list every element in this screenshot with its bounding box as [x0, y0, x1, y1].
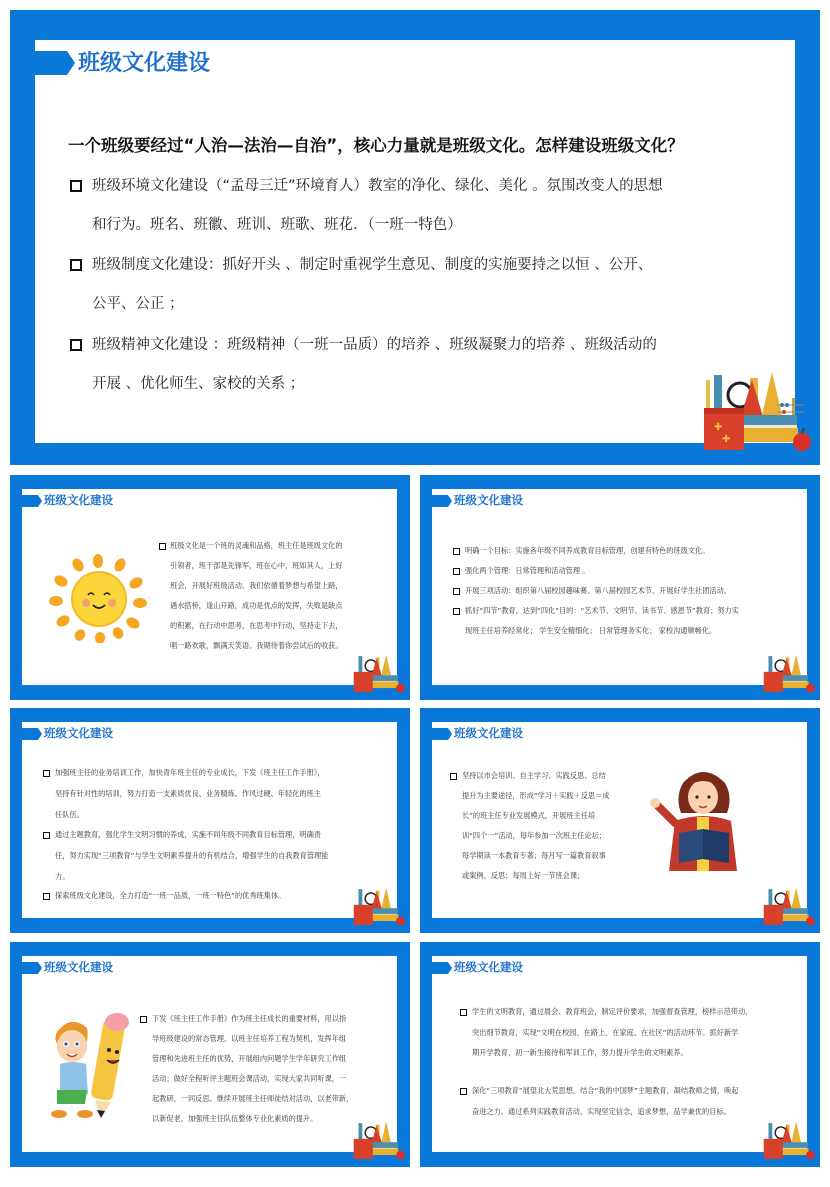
slide-thumbnail[interactable] — [420, 708, 820, 933]
school-supplies-icon — [348, 1120, 410, 1162]
bullet-line: 公平、公正 ； — [92, 296, 184, 312]
lead-question: 一个班级要经过“人治—法治—自治”，核心力量就是班级文化。怎样建设班级文化？ — [68, 136, 684, 155]
checkbox-bullet-icon — [453, 608, 460, 615]
bullet-line: 班级文化是一个班的灵魂和品格，班主任是班级文化的 — [170, 541, 343, 550]
bullet-line: 班级制度文化建设：抓好开头 、制定时重视学生意见、制度的实施要持之以恒 、公开、 — [92, 257, 653, 273]
bullet-line: 突出细节教育，实现“文明在校园、在路上、在家庭、在社区”的活动环节。抓好新学 — [472, 1028, 739, 1037]
slide-main[interactable] — [10, 10, 820, 465]
checkbox-bullet-icon — [460, 1009, 467, 1016]
bullet-line: 训“四个一”活动，每年参加一次班主任论坛； — [462, 831, 607, 840]
bullet-line: 坚持有针对性的培训，努力打造一支素质优良、业务精炼、作风过硬、年轻化的班主 — [55, 789, 321, 798]
checkbox-bullet-icon — [450, 773, 457, 780]
bullet-line: 开展三项活动：组织第八届校园趣味赛、第八届校园艺术节、开展好学生社团活动。 — [465, 586, 731, 595]
checkbox-bullet-icon — [460, 1088, 467, 1095]
school-supplies-icon — [692, 370, 822, 455]
bullet-line: 深化“三项教育”展望北大荒思想，结合“我的中国梦”主题教育，凝结教师之情，唤起 — [472, 1086, 739, 1095]
bullet-line: 力。 — [55, 872, 70, 881]
title-arrow-icon — [22, 495, 42, 507]
slide-thumbnail[interactable] — [420, 475, 820, 700]
slide-content-area — [22, 722, 397, 918]
teacher-icon — [645, 763, 755, 873]
bullet-line: 活动；做好全程听评主题班会课活动，实现大家共同听课，一 — [152, 1074, 347, 1083]
slide-title: 班级文化建设 — [454, 493, 523, 507]
svg-text:✚: ✚ — [714, 422, 723, 433]
bullet-line: 导班级建设的常态管理。以班主任培养工程为契机，发挥年组 — [152, 1034, 347, 1043]
bullet-line: 抓好“四节”教育，达到“四化”目的：“艺术节、文明节、读书节、感恩节”教育；努力实 — [465, 606, 739, 615]
checkbox-bullet-icon — [70, 339, 82, 351]
checkbox-bullet-icon — [159, 543, 166, 550]
school-supplies-icon — [348, 653, 410, 695]
slide-title: 班级文化建设 — [44, 960, 113, 974]
boy-with-pencil-icon — [45, 1010, 135, 1122]
bullet-line: 每学期读一本教育专著；每月写一篇教育叙事 — [462, 851, 606, 860]
bullet-line: 的积累，在行动中思考，在思考中行动，坚持走下去， — [170, 621, 343, 630]
slide-title: 班级文化建设 — [454, 960, 523, 974]
bullet-line: 任队伍。 — [55, 810, 84, 819]
bullet-line: 探索班级文化建设，全力打造“一班一品质，一班一特色”的优秀班集体。 — [55, 891, 286, 900]
bullet-line: 遇水搭桥，逢山开路，成功是优点的发挥，失败是缺点 — [170, 601, 343, 610]
school-supplies-icon — [758, 886, 820, 928]
bullet-line: 班级环境文化建设（“孟母三迁”环境育人）教室的净化、绿化、美化 。氛围改变人的思想 — [92, 178, 663, 194]
checkbox-bullet-icon — [70, 180, 82, 192]
bullet-line: 下发《班主任工作手册》作为班主任成长的重要材料，用以指 — [152, 1014, 347, 1023]
bullet-line: 加强班主任的业务培训工作，加快青年班主任的专业成长，下发《班主任工作手册》， — [55, 768, 325, 777]
bullet-line: 班级精神文化建设 ：班级精神（一班一品质）的培养 、班级凝聚力的培养 、班级活动的 — [92, 337, 657, 353]
checkbox-bullet-icon — [43, 893, 50, 900]
bullet-line: 任，努力实现“三项教育”与学生文明素养提升的有机结合，增强学生的自我教育管理能 — [55, 851, 329, 860]
sun-icon — [48, 553, 148, 643]
checkbox-bullet-icon — [43, 832, 50, 839]
bullet-line: 明确一个目标：实施各年级不同养成教育目标管理，创建有特色的班级文化。 — [465, 546, 710, 555]
bullet-line: 或案例、反思；每周上好一节班会课； — [462, 871, 585, 880]
bullet-line: 班会，开展好班级活动。我们依循着梦想与希望上路， — [170, 581, 343, 590]
bullet-line: 开展 、优化师生、家校的关系 ； — [92, 376, 305, 392]
school-supplies-icon — [758, 653, 820, 695]
bullet-line: 强化两个管理：日常管理和活动管理 。 — [465, 566, 590, 575]
bullet-line: 学生的文明教育，通过晨会、教育班会，制定评价要求，加强督查管理，榜样示范带动， — [472, 1007, 753, 1016]
slide-thumbnail[interactable] — [10, 708, 410, 933]
slide-thumbnail[interactable] — [10, 942, 410, 1167]
checkbox-bullet-icon — [43, 770, 50, 777]
checkbox-bullet-icon — [70, 259, 82, 271]
bullet-line: 唱一路欢歌，飘满天笑语。我期待着你尝试后的收获。 — [170, 641, 343, 650]
title-arrow-icon — [432, 728, 452, 740]
checkbox-bullet-icon — [140, 1016, 147, 1023]
bullet-line: 坚持以市会培训、自主学习、实践反思、总结 — [462, 771, 606, 780]
title-arrow-icon — [432, 962, 452, 974]
checkbox-bullet-icon — [453, 548, 460, 555]
bullet-line: 长”的班主任专业发展模式，开展班主任培 — [462, 811, 596, 820]
school-supplies-icon — [348, 886, 410, 928]
bullet-line: 引领者，班干部是先锋军，班在心中，班如其人，上好 — [170, 561, 343, 570]
slide-thumbnail[interactable] — [420, 942, 820, 1167]
bullet-line: 和行为。班名、班徽、班训、班歌、班花．（一班一特色） — [92, 217, 462, 233]
title-arrow-icon — [22, 728, 42, 740]
bullet-line: 现班主任培养经常化； 学生安全精细化； 日常管理务实化； 家校沟通顺畅化。 — [465, 626, 717, 635]
title-arrow-icon — [35, 51, 75, 75]
school-supplies-icon — [758, 1120, 820, 1162]
bullet-line: 期开学教育，初一新生接待和军训工作，努力提升学生的文明素养。 — [472, 1048, 688, 1057]
title-arrow-icon — [432, 495, 452, 507]
slide-title: 班级文化建设 — [44, 493, 113, 507]
bullet-line: 起教研，一同反思。继续开展班主任师徒结对活动，以老带新， — [152, 1094, 354, 1103]
slide-title: 班级文化建设 — [44, 726, 113, 740]
bullet-line: 通过主题教育，强化学生文明习惯的养成，实施不同年级不同教育目标管理，明确责 — [55, 830, 321, 839]
bullet-line: 管理和先进班主任的优势，开展组内问题学生学年研究工作组 — [152, 1054, 347, 1063]
slide-title: 班级文化建设 — [454, 726, 523, 740]
checkbox-bullet-icon — [453, 588, 460, 595]
bullet-line: 以新促老，加强班主任队伍整体专业化素质的提升。 — [152, 1114, 318, 1123]
svg-text:✚: ✚ — [722, 434, 731, 445]
checkbox-bullet-icon — [453, 568, 460, 575]
title-arrow-icon — [22, 962, 42, 974]
bullet-line: 奋进之力。通过系列实践教育活动，实现坚定信念，追求梦想，品学兼优的目标。 — [472, 1107, 731, 1116]
slide-title: 班级文化建设 — [78, 51, 211, 76]
slide-thumbnail[interactable] — [10, 475, 410, 700]
bullet-line: 提升为主要途径，形成“学习＋实践＋反思＝成 — [462, 791, 610, 800]
